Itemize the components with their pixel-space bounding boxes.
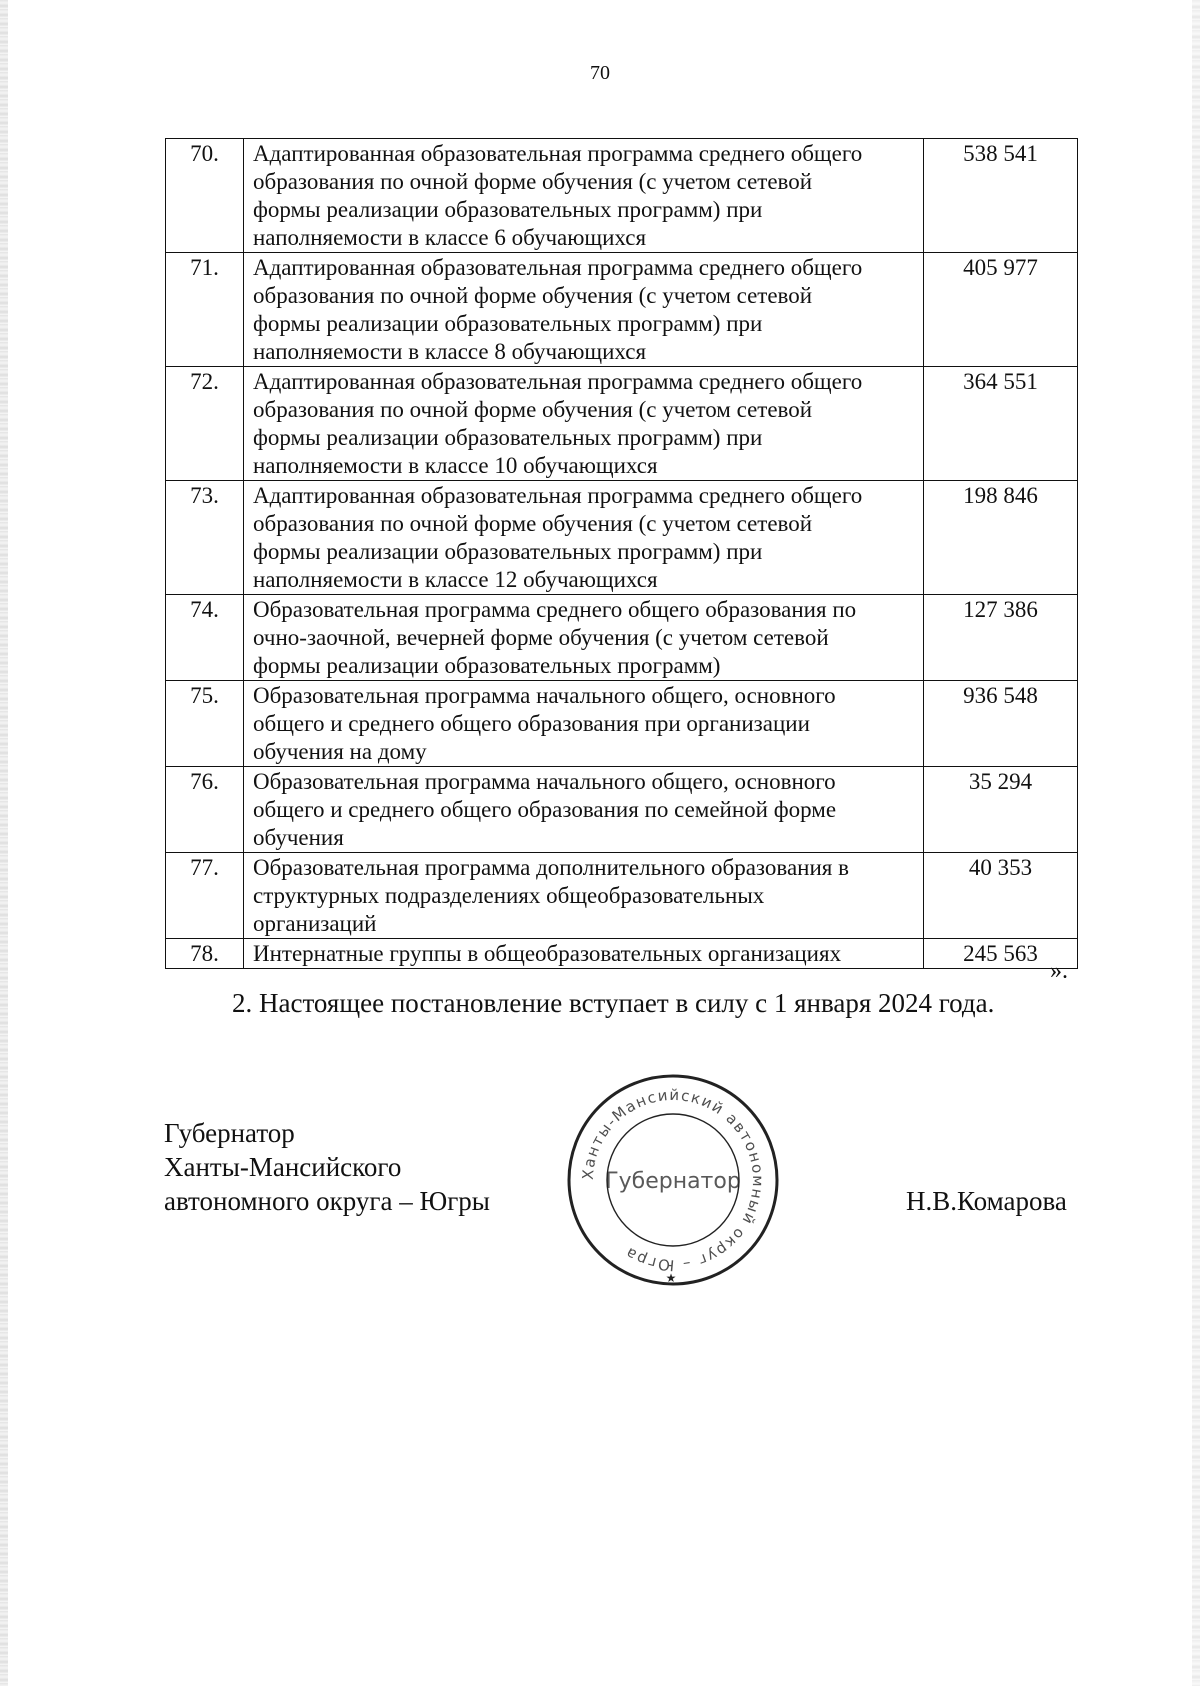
row-number: 76. [166, 767, 244, 853]
description-line: Образовательная программа начального общего, основного [253, 769, 836, 794]
table-row [166, 253, 1078, 367]
row-value: 127 386 [924, 595, 1078, 681]
official-seal-stamp [563, 1070, 783, 1290]
closing-quote: ». [1050, 958, 1068, 984]
table-row [166, 681, 1078, 767]
row-value: 35 294 [924, 767, 1078, 853]
description-line: Образовательная программа среднего общего образования по [253, 597, 857, 622]
seal-center-text: Губернатор [605, 1169, 741, 1194]
description-line: общего и среднего общего образования по семейной форме [253, 797, 837, 822]
signer-title-line: Ханты-Мансийского [164, 1152, 402, 1182]
signer-title-line: автономного округа – Югры [164, 1186, 490, 1216]
description-line: наполняемости в классе 8 обучающихся [253, 339, 647, 364]
row-number: 78. [166, 939, 244, 969]
page-number: 70 [590, 62, 610, 84]
row-description [244, 939, 924, 969]
row-value: 405 977 [924, 253, 1078, 367]
signer-title-line: Губернатор [164, 1118, 295, 1148]
row-description [244, 853, 924, 939]
table-row [166, 595, 1078, 681]
description-line: структурных подразделениях общеобразовательных [253, 883, 765, 908]
description-line: формы реализации образовательных программ) при [253, 539, 763, 564]
description-line: обучения на дому [253, 739, 427, 764]
description-line: образования по очной форме обучения (с учетом сетевой [253, 283, 813, 308]
table-row [166, 939, 1078, 969]
description-line: наполняемости в классе 12 обучающихся [253, 567, 658, 592]
effective-date-clause: 2. Настоящее постановление вступает в силу с 1 января 2024 года. [232, 988, 995, 1018]
description-line: Адаптированная образовательная программа среднего общего [253, 141, 863, 166]
table-row [166, 367, 1078, 481]
signer-name: Н.В.Комарова [906, 1186, 1067, 1216]
row-number: 75. [166, 681, 244, 767]
description-line: Образовательная программа дополнительного образования в [253, 855, 849, 880]
description-line: организаций [253, 911, 377, 936]
row-value: 936 548 [924, 681, 1078, 767]
row-description [244, 767, 924, 853]
description-line: Интернатные группы в общеобразовательных организациях [253, 941, 842, 966]
description-line: Адаптированная образовательная программа среднего общего [253, 369, 863, 394]
row-description [244, 681, 924, 767]
row-number: 74. [166, 595, 244, 681]
description-line: Образовательная программа начального общего, основного [253, 683, 836, 708]
description-line: образования по очной форме обучения (с учетом сетевой [253, 511, 813, 536]
table-row [166, 767, 1078, 853]
row-number: 72. [166, 367, 244, 481]
row-description [244, 595, 924, 681]
row-value: 198 846 [924, 481, 1078, 595]
description-line: Адаптированная образовательная программа среднего общего [253, 255, 863, 280]
row-number: 71. [166, 253, 244, 367]
description-line: Адаптированная образовательная программа среднего общего [253, 483, 863, 508]
cost-table [165, 138, 1078, 969]
row-number: 77. [166, 853, 244, 939]
row-description [244, 367, 924, 481]
description-line: наполняемости в классе 6 обучающихся [253, 225, 647, 250]
row-number: 70. [166, 139, 244, 253]
row-value: 364 551 [924, 367, 1078, 481]
scan-edge-right [1192, 0, 1200, 1686]
description-line: формы реализации образовательных программ) при [253, 425, 763, 450]
row-description [244, 139, 924, 253]
row-description [244, 253, 924, 367]
seal-star-icon: ★ [665, 1271, 677, 1285]
row-description [244, 481, 924, 595]
description-line: формы реализации образовательных программ) при [253, 311, 763, 336]
row-number: 73. [166, 481, 244, 595]
description-line: формы реализации образовательных программ) при [253, 197, 763, 222]
description-line: образования по очной форме обучения (с учетом сетевой [253, 169, 813, 194]
description-line: общего и среднего общего образования при организации [253, 711, 810, 736]
row-value: 245 563 [924, 939, 1078, 969]
description-line: обучения [253, 825, 344, 850]
description-line: формы реализации образовательных программ) [253, 653, 721, 678]
table-row [166, 853, 1078, 939]
row-value: 538 541 [924, 139, 1078, 253]
table-row [166, 481, 1078, 595]
description-line: очно-заочной, вечерней форме обучения (с учетом сетевой [253, 625, 829, 650]
scan-edge-left [0, 0, 8, 1686]
table-row [166, 139, 1078, 253]
row-value: 40 353 [924, 853, 1078, 939]
signer-title [164, 1116, 490, 1218]
description-line: образования по очной форме обучения (с учетом сетевой [253, 397, 813, 422]
seal-ring-textpath: Ханты-Мансийский автономный округ – Югра [578, 1085, 768, 1275]
description-line: наполняемости в классе 10 обучающихся [253, 453, 658, 478]
